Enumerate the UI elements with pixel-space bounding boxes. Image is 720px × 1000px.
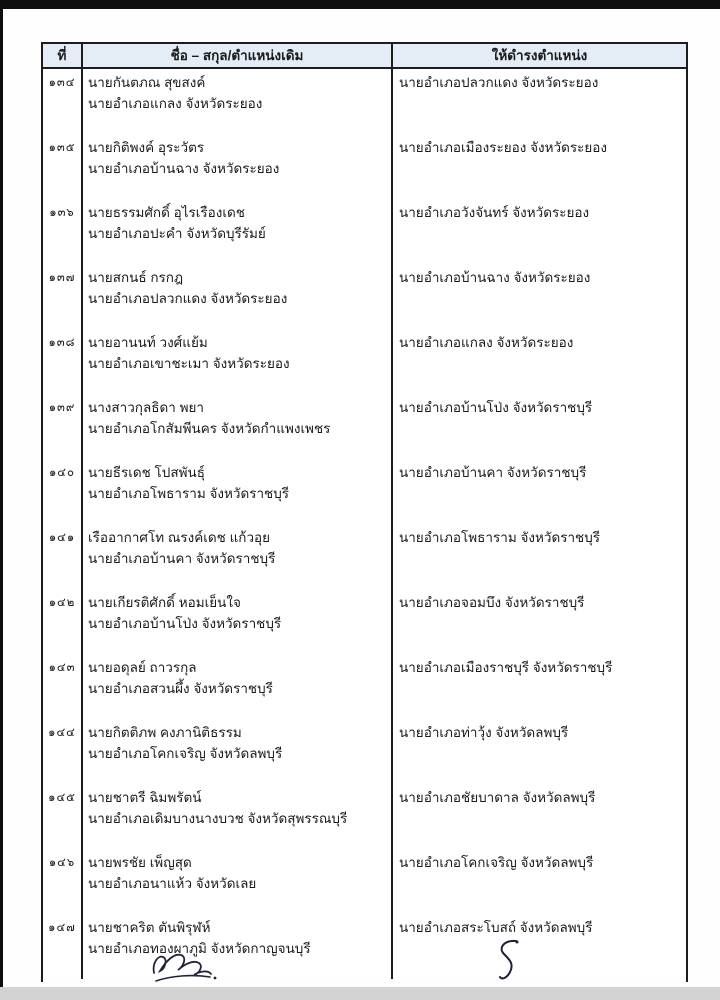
cell-name-former <box>83 524 393 589</box>
cell-name-former <box>83 394 393 459</box>
person-name: นายธีรเดช โปสพันธุ์ <box>88 465 205 480</box>
row-number: ๑๔๐ <box>43 459 83 524</box>
table-header-row <box>41 42 688 69</box>
cell-new-position <box>393 264 686 329</box>
row-number: ๑๔๑ <box>43 524 83 589</box>
table-body <box>41 69 688 982</box>
cell-new-position <box>393 524 686 589</box>
cell-new-position <box>393 849 686 914</box>
new-position: นายอำเภอจอมบึง จังหวัดราชบุรี <box>399 595 585 610</box>
new-position: นายอำเภอบ้านฉาง จังหวัดระยอง <box>399 270 591 285</box>
cell-name-former <box>83 719 393 784</box>
former-position: นายอำเภอแกลง จังหวัดระยอง <box>88 96 263 111</box>
cell-name-former <box>83 329 393 394</box>
former-position: นายอำเภอนาแห้ว จังหวัดเลย <box>88 876 257 891</box>
former-position: นายอำเภอเขาชะเมา จังหวัดระยอง <box>88 356 290 371</box>
cell-new-position <box>393 329 686 394</box>
person-name: นายชาตรี ฉิมพรัตน์ <box>88 790 202 805</box>
row-number: ๑๓๗ <box>43 264 83 329</box>
row-number: ๑๔๗ <box>43 914 83 979</box>
person-name: นายอดุลย์ ถาวรกุล <box>88 660 197 675</box>
person-name: นายสกนธ์ กรกฎ <box>88 270 184 285</box>
former-position: นายอำเภอปลวกแดง จังหวัดระยอง <box>88 291 288 306</box>
cell-new-position <box>393 459 686 524</box>
cell-name-former <box>83 849 393 914</box>
cell-new-position <box>393 719 686 784</box>
new-position: นายอำเภอท่าวุ้ง จังหวัดลพบุรี <box>399 725 569 740</box>
cell-name-former <box>83 134 393 199</box>
cell-new-position <box>393 69 686 134</box>
new-position: นายอำเภอบ้านโป่ง จังหวัดราชบุรี <box>399 400 593 415</box>
row-number: ๑๔๒ <box>43 589 83 654</box>
row-number: ๑๓๖ <box>43 199 83 264</box>
former-position: นายอำเภอบ้านโป่ง จังหวัดราชบุรี <box>88 616 282 631</box>
new-position: นายอำเภอสระโบสถ์ จังหวัดลพบุรี <box>399 920 593 935</box>
former-position: นายอำเภอโกสัมพีนคร จังหวัดกำแพงเพชร <box>88 421 331 436</box>
cell-new-position <box>393 914 686 979</box>
header-name-former-position: ชื่อ – สกุล/ตำแหน่งเดิม <box>83 44 393 67</box>
new-position: นายอำเภอเมืองราชบุรี จังหวัดราชบุรี <box>399 660 613 675</box>
person-name: นายกิติพงค์ อุระวัตร <box>88 140 205 155</box>
person-name: นายเกียรติศักดิ์ หอมเย็นใจ <box>88 595 241 610</box>
person-name: นางสาวกุลธิดา พยา <box>88 400 204 415</box>
cell-new-position <box>393 394 686 459</box>
former-position: นายอำเภอเดิมบางนางบวช จังหวัดสุพรรณบุรี <box>88 811 348 826</box>
former-position: นายอำเภอโพธาราม จังหวัดราชบุรี <box>88 486 290 501</box>
person-name: นายชาคริต ตันพิรุฬห์ <box>88 920 211 935</box>
new-position: นายอำเภอปลวกแดง จังหวัดระยอง <box>399 75 599 90</box>
person-name: นายกันตภณ สุขสงค์ <box>88 75 206 90</box>
new-position: นายอำเภอโคกเจริญ จังหวัดลพบุรี <box>399 855 594 870</box>
row-number: ๑๓๙ <box>43 394 83 459</box>
former-position: นายอำเภอปะคำ จังหวัดบุรีรัมย์ <box>88 226 266 241</box>
cell-name-former <box>83 69 393 134</box>
new-position: นายอำเภอเมืองระยอง จังหวัดระยอง <box>399 140 607 155</box>
person-name: เรืออากาศโท ณรงค์เดช แก้วอุย <box>88 530 271 545</box>
cell-name-former <box>83 264 393 329</box>
cell-new-position <box>393 199 686 264</box>
former-position: นายอำเภอบ้านฉาง จังหวัดระยอง <box>88 161 280 176</box>
former-position: นายอำเภอสวนผึ้ง จังหวัดราชบุรี <box>88 681 273 696</box>
header-no: ที่ <box>43 44 83 67</box>
former-position: นายอำเภอโคกเจริญ จังหวัดลพบุรี <box>88 746 283 761</box>
row-number: ๑๔๔ <box>43 719 83 784</box>
cell-name-former <box>83 784 393 849</box>
scan-top-edge <box>0 0 720 9</box>
cell-name-former <box>83 654 393 719</box>
row-number: ๑๓๔ <box>43 69 83 134</box>
row-number: ๑๔๕ <box>43 784 83 849</box>
cell-new-position <box>393 784 686 849</box>
former-position: นายอำเภอทองผาภูมิ จังหวัดกาญจนบุรี <box>88 941 311 956</box>
new-position: นายอำเภอบ้านคา จังหวัดราชบุรี <box>399 465 587 480</box>
person-name: นายพรชัย เพ็ญสุด <box>88 855 192 870</box>
row-number: ๑๓๘ <box>43 329 83 394</box>
scan-bottom-edge <box>0 987 720 1000</box>
cell-name-former <box>83 199 393 264</box>
new-position: นายอำเภอชัยบาดาล จังหวัดลพบุรี <box>399 790 596 805</box>
row-number: ๑๓๕ <box>43 134 83 199</box>
scan-left-edge <box>0 0 3 1000</box>
handwritten-signature-icon <box>148 943 226 994</box>
cell-new-position <box>393 589 686 654</box>
cell-new-position <box>393 654 686 719</box>
cell-name-former <box>83 589 393 654</box>
row-number: ๑๔๓ <box>43 654 83 719</box>
person-name: นายกิตติภพ คงภานิติธรรม <box>88 725 242 740</box>
new-position: นายอำเภอโพธาราม จังหวัดราชบุรี <box>399 530 601 545</box>
cell-name-former <box>83 914 393 979</box>
header-new-position: ให้ดำรงตำแหน่ง <box>491 48 588 63</box>
new-position: นายอำเภอวังจันทร์ จังหวัดระยอง <box>399 205 590 220</box>
new-position: นายอำเภอแกลง จังหวัดระยอง <box>399 335 574 350</box>
row-number: ๑๔๖ <box>43 849 83 914</box>
former-position: นายอำเภอบ้านคา จังหวัดราชบุรี <box>88 551 276 566</box>
appointment-table <box>41 42 688 982</box>
person-name: นายอานนท์ วงศ์แย้ม <box>88 335 208 350</box>
person-name: นายธรรมศักดิ์ อุไรเรืองเดช <box>88 205 245 220</box>
cell-new-position <box>393 134 686 199</box>
handwritten-pen-flourish-icon <box>492 936 526 991</box>
cell-name-former <box>83 459 393 524</box>
